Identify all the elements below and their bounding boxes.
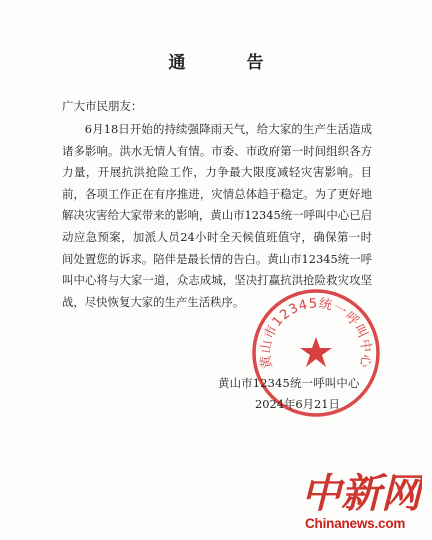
seal-star-icon [300,337,332,367]
signature-org: 黄山市12345统一呼叫中心 [218,376,360,390]
chinanews-logo-text: 中新网 [301,470,421,517]
signature-date: 2024年6月21日 [255,397,340,411]
notice-body [62,119,372,313]
salutation: 广大市民朋友： [62,99,143,113]
page-title: 通 告 [168,53,286,73]
chinanews-logo [300,465,422,517]
body-paragraph: 6月18日开始的持续强降雨天气，给大家的生产生活造成诸多影响。洪水无情人有情。市委、市政府第一时间组织各方力量，开展抗洪抢险工作，力争最大限度减轻灾害影响。目前，各项工作正在有序推进，灾情总体趋于稳定。为了更好地解决灾害给大家带来的影响，黄山市12345统一呼叫中心已启动应急预案，加派人员24小时全天候值班值守，确保第一时间处置您的诉求。陪伴是最长情的告白。黄山市12345统一呼叫中心将与大家一道，众志成城，坚决打赢抗洪抢险救灾攻坚战，尽快恢复大家的生产生活秩序。 [62,122,372,309]
seal-text: 黄山市12345统一呼叫中心 [258,296,374,370]
watermark-site: Chinanews.com [305,516,406,531]
